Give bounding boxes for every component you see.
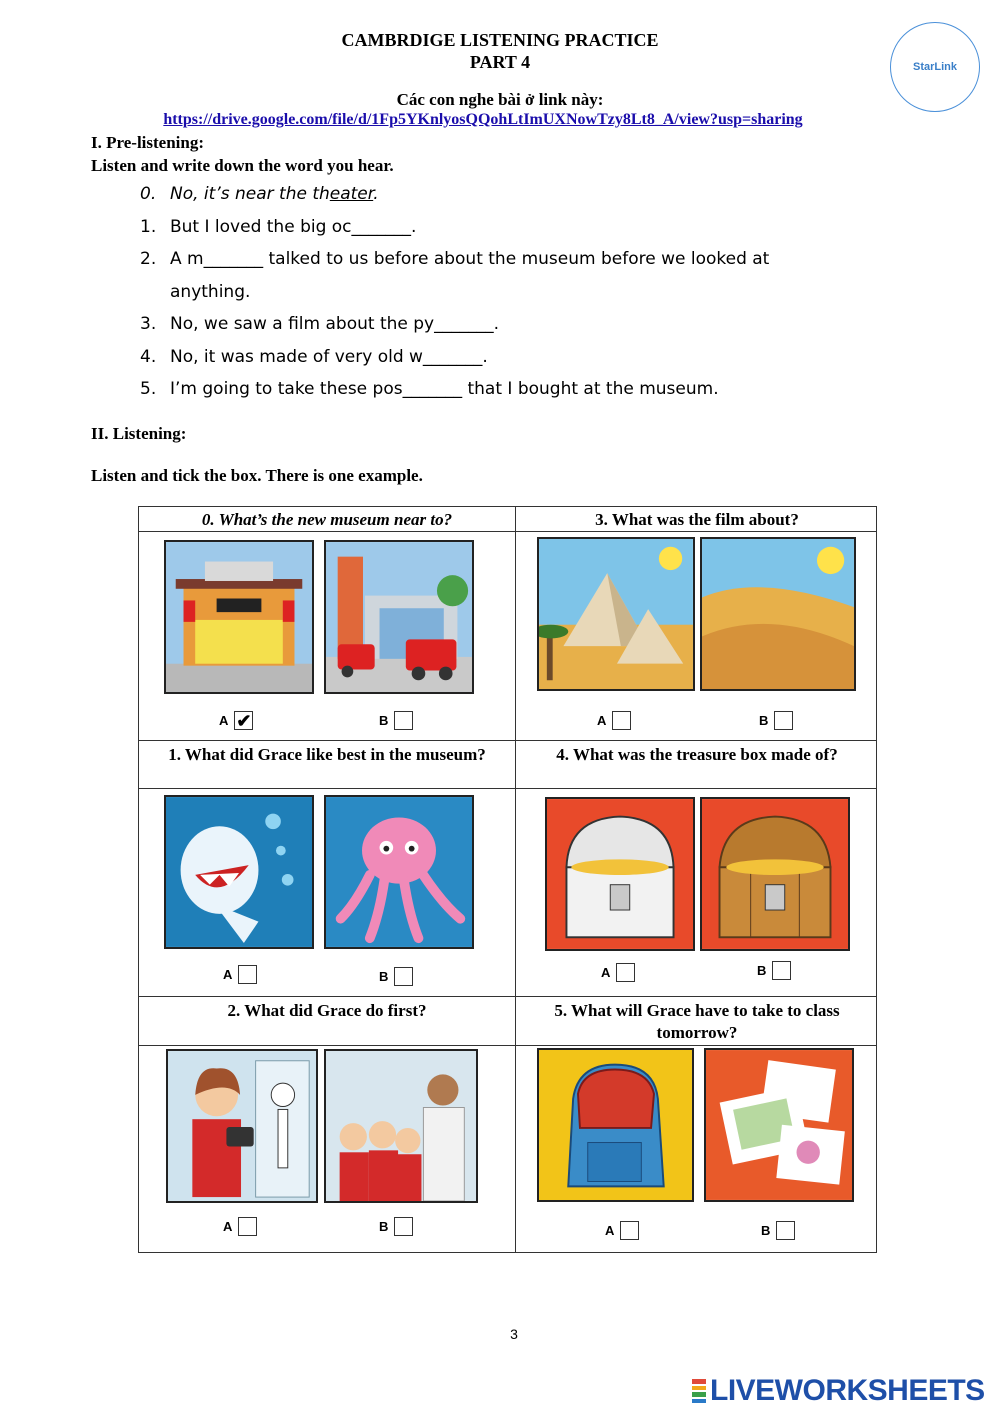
fire-station-icon bbox=[326, 542, 472, 692]
question-label: 4. What was the treasure box made of? bbox=[556, 745, 838, 764]
list-item[interactable] bbox=[140, 373, 870, 406]
picture-a bbox=[537, 537, 695, 691]
starlink-logo bbox=[890, 22, 980, 112]
list-item[interactable] bbox=[140, 308, 870, 341]
question-label: 0. What’s the new museum near to? bbox=[201, 510, 453, 529]
prelistening-list bbox=[140, 178, 870, 406]
example-answer: eater bbox=[329, 184, 374, 204]
guide-children-icon bbox=[326, 1051, 476, 1201]
option-a[interactable]: A ✔ bbox=[219, 710, 252, 731]
checkbox-b[interactable] bbox=[774, 711, 793, 730]
checkbox-a[interactable] bbox=[238, 965, 257, 984]
audio-link[interactable]: https://drive.google.com/file/d/1Fp5YKnlyosQQohLtImUXNowTzy8Lt8_A/view?usp=sharing bbox=[163, 111, 803, 128]
list-item[interactable] bbox=[140, 243, 870, 276]
option-b[interactable]: B bbox=[759, 711, 793, 730]
option-b[interactable]: B bbox=[757, 961, 791, 980]
item-number: 1. bbox=[140, 216, 157, 237]
question-label: 3. What was the film about? bbox=[595, 510, 799, 529]
picture-a bbox=[545, 797, 695, 951]
picture-b bbox=[704, 1048, 854, 1202]
item-text: No, it was made of very old w_______. bbox=[170, 346, 488, 367]
checkbox-b[interactable] bbox=[394, 967, 413, 986]
section2-heading: II. Listening: bbox=[91, 424, 187, 443]
item-number: 3. bbox=[140, 314, 157, 334]
checkbox-b[interactable] bbox=[394, 711, 413, 730]
metal-chest-icon bbox=[547, 799, 693, 949]
option-a[interactable]: A bbox=[223, 1217, 257, 1236]
checkbox-b[interactable] bbox=[776, 1221, 795, 1240]
shark-icon bbox=[166, 797, 312, 947]
postcards-icon bbox=[706, 1050, 852, 1200]
checkbox-b[interactable] bbox=[772, 961, 791, 980]
list-item[interactable] bbox=[140, 341, 870, 374]
picture-a bbox=[537, 1048, 694, 1202]
checkbox-a[interactable] bbox=[612, 711, 631, 730]
picture-b bbox=[324, 540, 474, 694]
desert-icon bbox=[702, 539, 854, 689]
item-text: No, it’s near the theater. bbox=[170, 184, 379, 204]
picture-a bbox=[164, 540, 314, 694]
checkbox-a[interactable] bbox=[238, 1217, 257, 1236]
list-item-example bbox=[140, 178, 870, 211]
backpack-icon bbox=[539, 1050, 692, 1200]
checkbox-a[interactable] bbox=[620, 1221, 639, 1240]
theatre-icon bbox=[166, 542, 312, 692]
checkbox-a[interactable]: ✔ bbox=[236, 710, 252, 731]
option-b[interactable]: B bbox=[379, 1217, 413, 1236]
item-continuation: anything. bbox=[170, 281, 251, 302]
girl-camera-icon bbox=[168, 1051, 316, 1201]
worksheet-title: CAMBRDIGE LISTENING PRACTICE bbox=[341, 30, 659, 50]
item-number: 4. bbox=[140, 346, 157, 367]
brand-text: LIVEWORKSHEETS bbox=[710, 1374, 985, 1407]
item-text: But I loved the big oc_______. bbox=[170, 216, 417, 237]
checkbox-b[interactable] bbox=[394, 1217, 413, 1236]
option-b[interactable]: B bbox=[761, 1221, 795, 1240]
brand-mark-icon bbox=[692, 1379, 706, 1403]
octopus-icon bbox=[326, 797, 472, 947]
option-a[interactable]: A bbox=[223, 965, 257, 984]
item-text: I’m going to take these pos_______ that I bought at the museum. bbox=[170, 379, 719, 399]
option-a[interactable]: A bbox=[597, 711, 631, 730]
item-number: 2. bbox=[140, 249, 157, 269]
item-text: No, we saw a film about the py_______. bbox=[170, 314, 500, 334]
item-text: A m_______ talked to us before about the museum before we looked at bbox=[170, 249, 770, 269]
liveworksheets-logo bbox=[692, 1374, 985, 1408]
picture-a bbox=[166, 1049, 318, 1203]
section1-instruction: Listen and write down the word you hear. bbox=[91, 156, 394, 175]
picture-b bbox=[700, 797, 850, 951]
wooden-chest-icon bbox=[702, 799, 848, 949]
question-table bbox=[138, 506, 877, 1253]
section2-instruction: Listen and tick the box. There is one example. bbox=[91, 466, 423, 485]
picture-a bbox=[164, 795, 314, 949]
pyramids-icon bbox=[539, 539, 693, 689]
option-a[interactable]: A bbox=[601, 963, 635, 982]
question-label: 2. What did Grace do first? bbox=[227, 1001, 427, 1020]
picture-b bbox=[324, 795, 474, 949]
option-b[interactable]: B bbox=[379, 711, 413, 730]
option-b[interactable]: B bbox=[379, 967, 413, 986]
picture-b bbox=[700, 537, 856, 691]
audio-instruction: Các con nghe bài ở link này: bbox=[396, 90, 604, 109]
page-number: 3 bbox=[510, 1326, 518, 1342]
question-label: 5. What will Grace have to take to class tomorrow? bbox=[554, 1001, 840, 1042]
item-number: 5. bbox=[140, 379, 157, 399]
question-label: 1. What did Grace like best in the museum? bbox=[168, 745, 486, 764]
list-item[interactable] bbox=[140, 211, 870, 244]
worksheet-part: PART 4 bbox=[469, 52, 531, 72]
checkbox-a[interactable] bbox=[616, 963, 635, 982]
option-a[interactable]: A bbox=[605, 1221, 639, 1240]
logo-text: StarLink bbox=[912, 61, 957, 73]
picture-b bbox=[324, 1049, 478, 1203]
item-number: 0. bbox=[140, 184, 157, 204]
section1-heading: I. Pre-listening: bbox=[91, 133, 205, 152]
